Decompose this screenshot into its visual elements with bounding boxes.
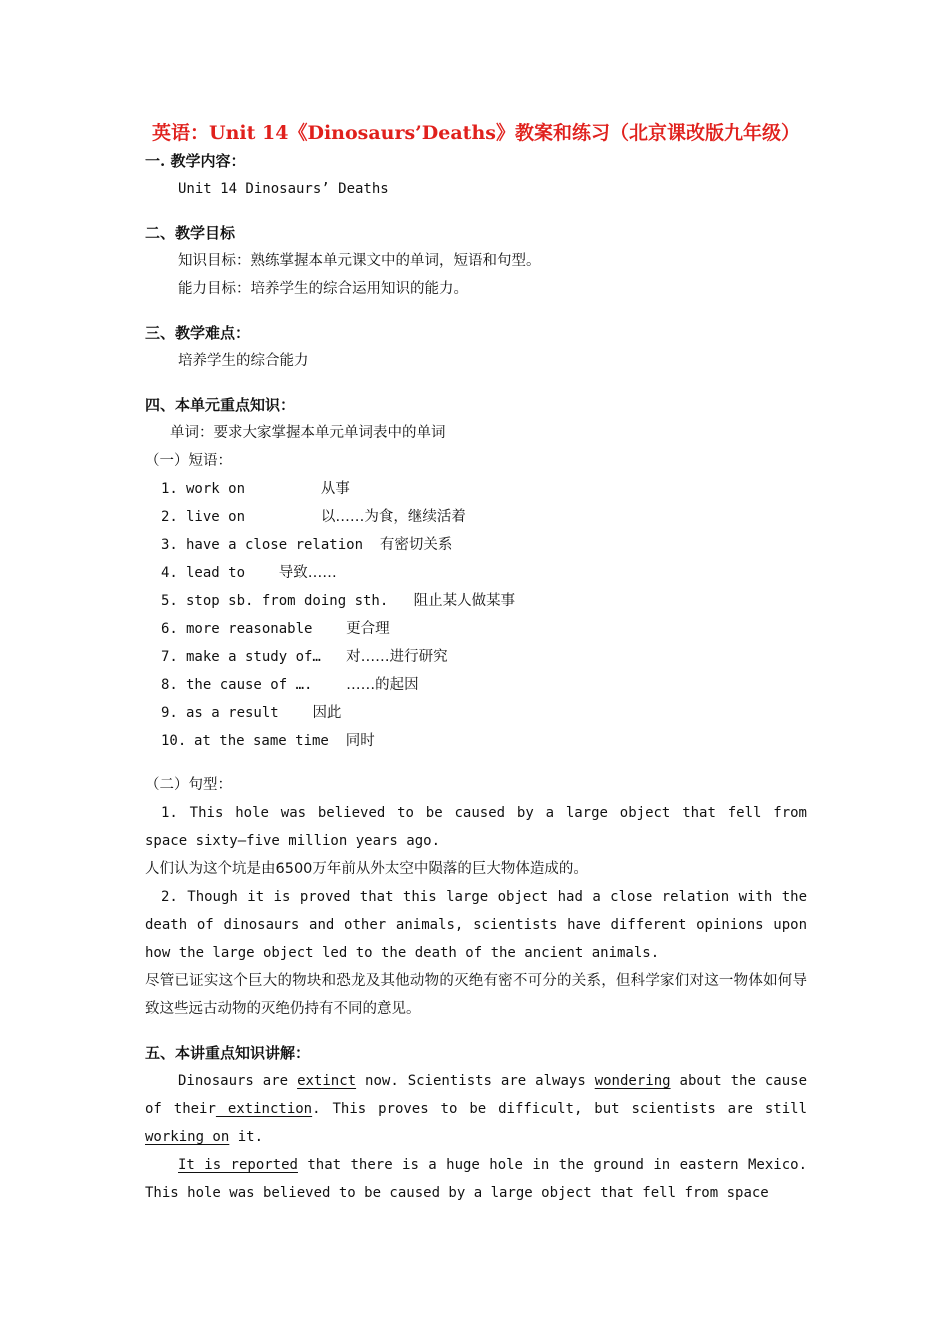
section-5-heading: 五、本讲重点知识讲解：	[145, 1044, 311, 1062]
sentence-2-en: 2. Though it is proved that this large object had a close relation with the death of dinosaurs and other animals, scientists have different opinions upon how the large object led to the death of the ancient animals.	[145, 889, 807, 961]
underlined-word: It is reported	[178, 1157, 298, 1173]
underlined-word: wondering	[594, 1073, 671, 1089]
objective-ability: 能力目标：培养学生的综合运用知识的能力。	[178, 281, 468, 297]
section-1-text: Unit 14 Dinosaurs’ Deaths	[178, 181, 389, 197]
phrase-item: 7. make a study of… 对……进行研究	[161, 649, 448, 665]
phrase-item: 6. more reasonable 更合理	[161, 621, 390, 637]
sentences-heading: （二）句型：	[145, 777, 232, 793]
objective-knowledge: 知识目标：熟练掌握本单元课文中的单词，短语和句型。	[178, 253, 541, 269]
phrase-item: 2. live on 以……为食，继续活着	[161, 509, 466, 525]
section-1-heading: 一. 教学内容：	[145, 152, 246, 170]
phrase-item: 4. lead to 导致……	[161, 565, 337, 581]
phrase-item: 3. have a close relation 有密切关系	[161, 537, 453, 553]
phrase-list	[145, 475, 807, 755]
underlined-word: working on	[145, 1129, 230, 1145]
sentence-2-zh: 尽管已证实这个巨大的物块和恐龙及其他动物的灭绝有密不可分的关系，但科学家们对这一物体如何导致这些远古动物的灭绝仍持有不同的意见。	[145, 973, 807, 1017]
section-4-heading: 四、本单元重点知识：	[145, 396, 296, 414]
underlined-word: extinct	[297, 1073, 357, 1089]
section-2-heading: 二、教学目标	[145, 224, 236, 242]
section-3-heading: 三、教学难点：	[145, 324, 251, 342]
underlined-word: extinction	[215, 1101, 313, 1117]
document-page	[145, 120, 807, 1207]
sentence-1-zh: 人们认为这个坑是由6500万年前从外太空中陨落的巨大物体造成的。	[145, 861, 588, 877]
document-title: 英语：Unit 14《Dinosaurs’Deaths》教案和练习（北京课改版九年级）	[152, 122, 800, 144]
section-3-text: 培养学生的综合能力	[178, 353, 309, 369]
words-note: 单词：要求大家掌握本单元单词表中的单词	[170, 425, 446, 441]
phrase-item: 10. at the same time 同时	[161, 733, 375, 749]
phrase-item: 1. work on 从事	[161, 481, 350, 497]
explanation-paragraph-2: It is reported that there is a huge hole in the ground in eastern Mexico. This hole was believed to be caused by a large object that fell from space	[145, 1157, 807, 1201]
sentence-1-en: 1. This hole was believed to be caused by a large object that fell from space sixty—five million years ago.	[145, 805, 807, 849]
phrases-heading: （一）短语：	[145, 453, 232, 469]
phrase-item: 9. as a result 因此	[161, 705, 342, 721]
explanation-paragraph-1: Dinosaurs are extinct now. Scientists are always wondering about the cause of their extinction. This proves to be difficult, but scientists are still working on it.	[145, 1073, 807, 1145]
phrase-item: 5. stop sb. from doing sth. 阻止某人做某事	[161, 593, 516, 609]
phrase-item: 8. the cause of …. ……的起因	[161, 677, 419, 693]
